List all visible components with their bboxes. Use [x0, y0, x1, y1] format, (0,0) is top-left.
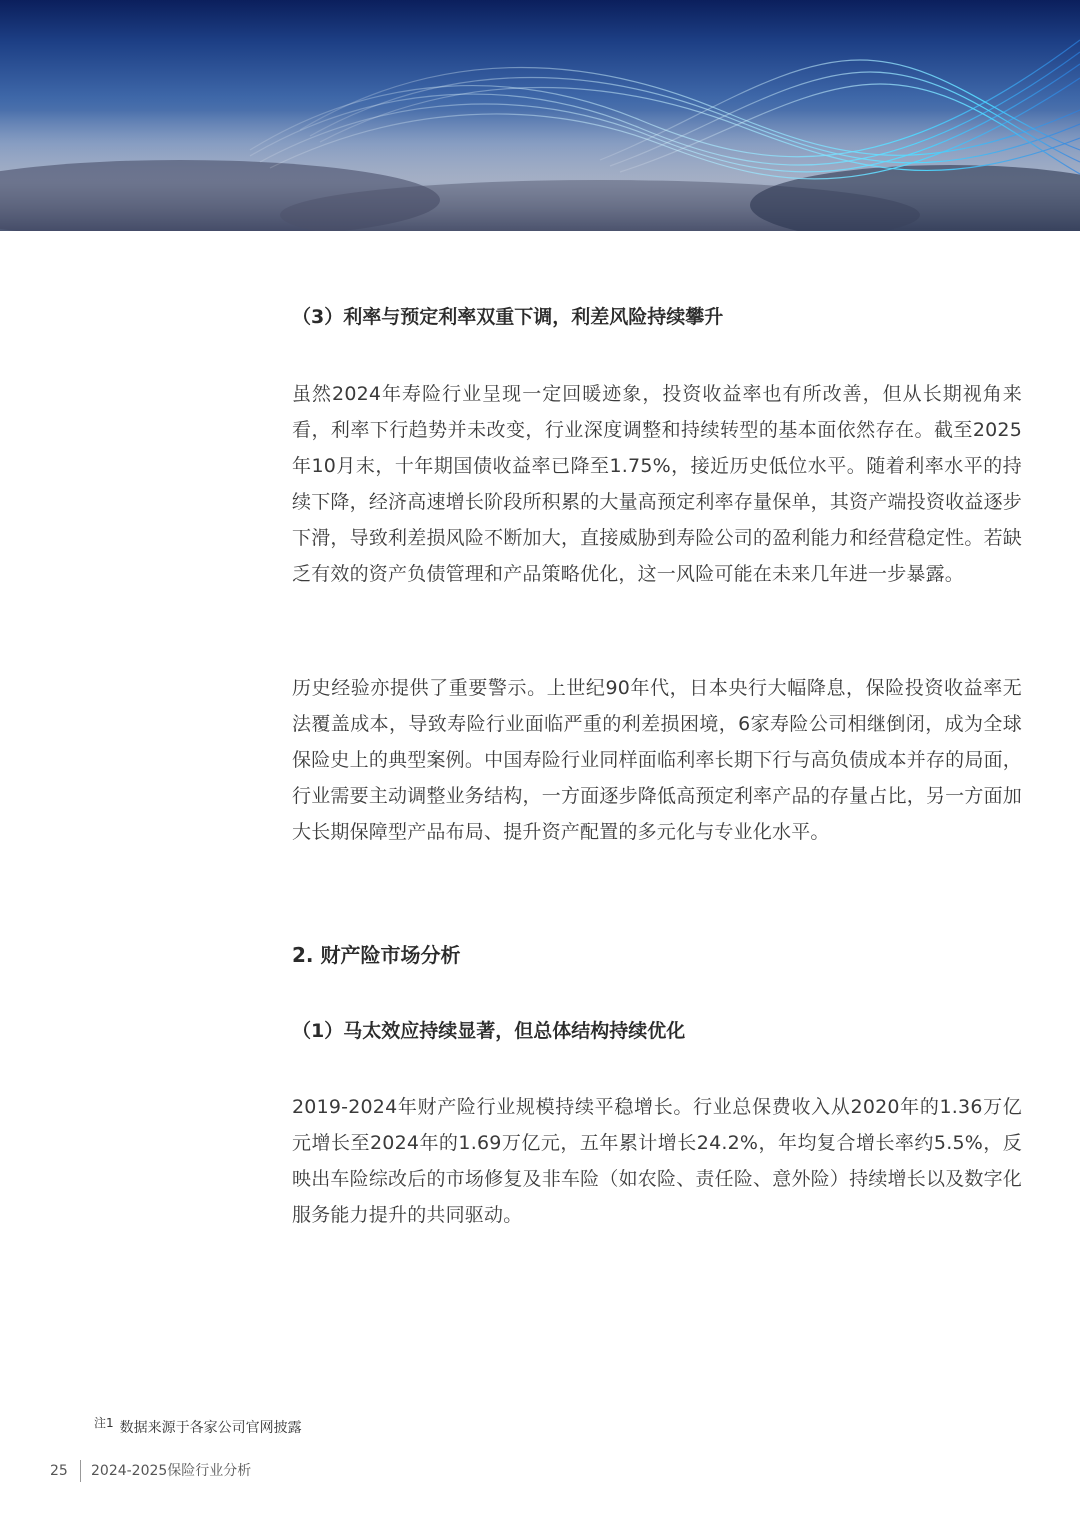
- footnote-mark: 注1: [94, 1416, 114, 1430]
- section-heading-property-insurance: 2. 财产险市场分析: [292, 943, 461, 967]
- paragraph-interest-rate-trend: 虽然2024年寿险行业呈现一定回暖迹象，投资收益率也有所改善，但从长期视角来看，利率下行趋势并未改变，行业深度调整和持续转型的基本面依然存在。截至2025年10月末，十年期国债收益率已降至1.75%，接近历史低位水平。随着利率水平的持续下降，经济高速增长阶段所积累的大量高预定利率存量保单，其资产端投资收益逐步下滑，导致利差损风险不断加大，直接威胁到寿险公司的盈利能力和经营稳定性。若缺乏有效的资产负债管理和产品策略优化，这一风险可能在未来几年进一步暴露。: [292, 383, 1022, 585]
- footer-title: 2024-2025保险行业分析: [91, 1463, 252, 1479]
- footer-divider: [80, 1460, 81, 1482]
- section-heading-matthew-effect: （1）马太效应持续显著，但总体结构持续优化: [292, 1020, 686, 1042]
- wave-illustration: [0, 0, 1080, 231]
- paragraph-historical-lesson: 历史经验亦提供了重要警示。上世纪90年代，日本央行大幅降息，保险投资收益率无法覆盖成本，导致寿险行业面临严重的利差损困境，6家寿险公司相继倒闭，成为全球保险史上的典型案例。中国寿险行业同样面临利率长期下行与高负债成本并存的局面，行业需要主动调整业务结构，一方面逐步降低高预定利率产品的存量占比，另一方面加大长期保障型产品布局、提升资产配置的多元化与专业化水平。: [292, 677, 1022, 843]
- section-heading-interest-rate: （3）利率与预定利率双重下调，利差风险持续攀升: [292, 306, 724, 328]
- page-footer: [50, 1460, 251, 1482]
- footnote-text: 数据来源于各家公司官网披露: [119, 1420, 302, 1436]
- page-number: 25: [50, 1463, 68, 1479]
- paragraph-property-growth: 2019-2024年财产险行业规模持续平稳增长。行业总保费收入从2020年的1.36万亿元增长至2024年的1.69万亿元，五年累计增长24.2%，年均复合增长率约5.5%，反映出车险综改后的市场修复及非车险（如农险、责任险、意外险）持续增长以及数字化服务能力提升的共同驱动。: [292, 1096, 1022, 1226]
- header-banner-image: [0, 0, 1080, 231]
- footnote: [94, 1414, 302, 1437]
